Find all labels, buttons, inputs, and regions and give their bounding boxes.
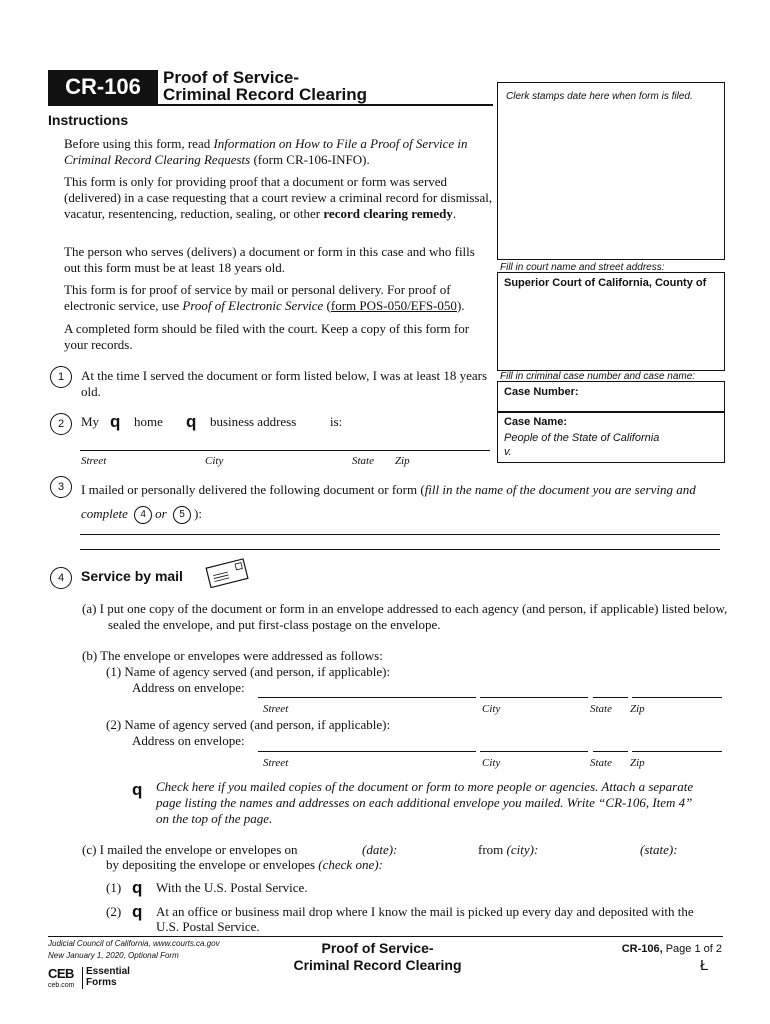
item4c-check-one: (check one):: [318, 857, 383, 872]
b1-state-field[interactable]: [593, 697, 628, 698]
home-checkbox[interactable]: q: [110, 412, 121, 431]
p4-text: This form is for proof of service by mail or personal delivery. For proof of electronic service, use: [64, 282, 451, 313]
item3-text: [81, 478, 721, 526]
p2-bold: record clearing remedy: [323, 206, 453, 221]
envelope-icon: [204, 558, 252, 592]
item4c-from-text: from: [478, 842, 507, 857]
item4b1-text: (1) Name of agency served (and person, if applicable):: [106, 664, 391, 679]
p4-italic: Proof of Electronic Service: [182, 298, 324, 313]
item3-number: 3: [50, 476, 72, 498]
instructions-p4: [64, 282, 494, 314]
p1-italic: Information on How to File a Proof of Service in Criminal Record Clearing Requests: [64, 136, 468, 167]
c2-number: (2): [106, 904, 122, 919]
b1-zip-field[interactable]: [632, 697, 722, 698]
instructions-p2: [64, 174, 494, 222]
more-agencies-text: Check here if you mailed copies of the document or form to more people or agencies. Attach a separate page listing the names and addresses on each additional envelope you mailed. Write “CR-106, Item 4” on the top of the page.: [156, 779, 694, 826]
item4c-deposit: [106, 857, 383, 873]
item3-close: ):: [193, 506, 202, 521]
instructions-p3: The person who serves (delivers) a document or form in this case and who fills out this form must be at least 18 years old.: [64, 244, 475, 275]
b1-state-label: State: [590, 703, 612, 715]
address-field[interactable]: [80, 450, 490, 451]
footer-page-info: [600, 943, 722, 955]
b2-street-field[interactable]: [258, 751, 476, 752]
address-state-label: State: [352, 455, 374, 467]
item4b-intro: (b) The envelope or envelopes were addressed as follows:: [82, 648, 383, 663]
clerk-note: Clerk stamps date here when form is filed.: [506, 91, 693, 102]
item3-lead: I mailed or personally delivered the following document or form (: [81, 482, 425, 497]
ceb-logo-text: CEB: [48, 966, 74, 981]
b2-zip-label: Zip: [630, 757, 645, 769]
logo-divider: [82, 967, 83, 989]
p4-text-end: ).: [456, 298, 465, 313]
mail-drop-label: At an office or business mail drop where I know the mail is picked up every day and deposited with the U.S. Postal Service.: [156, 904, 694, 934]
home-label: home: [134, 414, 163, 429]
item1-number: 1: [50, 366, 72, 388]
b1-street-label: Street: [263, 703, 289, 715]
p2-text: This form is only for providing proof that a document or form was served (delivered) in a case requesting that a court review a criminal record for dismissal, vacatur, resentencing, reduction, sealing, or other: [64, 174, 493, 221]
item3-ref4: 4: [134, 506, 152, 524]
footer-rule: [48, 936, 723, 937]
address-street-label: Street: [81, 455, 107, 467]
court-fill-label: Fill in court name and street address:: [500, 262, 665, 273]
item4-number: 4: [50, 567, 72, 589]
essential-text: Essential: [86, 966, 130, 977]
title-rule: [48, 104, 493, 106]
case-number-label: Case Number:: [504, 386, 579, 398]
item4c-state-label: (state):: [640, 842, 678, 857]
ceb-essential-forms-logo: [48, 966, 138, 992]
form-number-badge: CR-106: [48, 70, 158, 104]
item2-is: is:: [330, 414, 343, 429]
item1-text: At the time I served the document or form listed below, I was at least 18 years old.: [81, 368, 488, 399]
form-title-line1: Proof of Service-: [163, 68, 300, 87]
case-name-box[interactable]: [497, 411, 725, 463]
p2-text-end: .: [452, 206, 457, 221]
ceb-url: ceb.com: [48, 982, 75, 989]
document-name-line1[interactable]: [80, 534, 720, 535]
item4c-city-label: (city):: [506, 842, 539, 857]
item4c-deposit-text: by depositing the envelope or envelopes: [106, 857, 319, 872]
item4c-text: (c) I mailed the envelope or envelopes on: [82, 842, 298, 857]
item4a-text: (a) I put one copy of the document or form in an envelope addressed to each agency (and person, if applicable) listed below, sealed the envelope, and put first-class postage on the envelope.: [82, 601, 728, 632]
usps-label: With the U.S. Postal Service.: [156, 880, 308, 895]
b1-zip-label: Zip: [630, 703, 645, 715]
item3-ref5: 5: [173, 506, 191, 524]
footer-form-number: CR-106,: [621, 943, 663, 955]
case-number-box[interactable]: [497, 381, 725, 413]
item3-italic: fill in the name of the document you are serving and complete: [81, 482, 696, 521]
b2-state-label: State: [590, 757, 612, 769]
footer-title-line1: Proof of Service-: [321, 940, 434, 956]
item4b2-text: (2) Name of agency served (and person, if applicable):: [106, 717, 391, 732]
court-name-box[interactable]: [497, 272, 725, 371]
case-name-line2: v.: [504, 446, 512, 458]
b1-city-field[interactable]: [480, 697, 588, 698]
b1-city-label: City: [482, 703, 501, 715]
case-name-label: Case Name:: [504, 416, 567, 428]
forms-text: Forms: [86, 977, 117, 988]
item2-my: My: [81, 414, 100, 429]
item4c-date-label: (date):: [362, 842, 398, 857]
b2-city-field[interactable]: [480, 751, 588, 752]
usps-checkbox[interactable]: q: [132, 878, 143, 897]
case-name-line1: People of the State of California: [504, 432, 660, 444]
business-label: business address: [210, 414, 297, 429]
b2-city-label: City: [482, 757, 501, 769]
b2-state-field[interactable]: [593, 751, 628, 752]
instructions-p1: [64, 136, 494, 168]
footer-mark: Ł: [700, 957, 709, 974]
address-city-label: City: [205, 455, 224, 467]
form-title-line2: Criminal Record Clearing: [163, 85, 368, 104]
item4c-from: [478, 842, 538, 858]
instructions-p5: A completed form should be filed with the court. Keep a copy of this form for your records.: [64, 321, 470, 352]
instructions-heading: Instructions: [48, 112, 129, 128]
p1-text: Before using this form, read: [64, 136, 214, 151]
item2-number: 2: [50, 413, 72, 435]
service-by-mail-heading: Service by mail: [81, 568, 183, 584]
more-agencies-checkbox[interactable]: q: [132, 780, 143, 799]
case-fill-label: Fill in criminal case number and case name:: [500, 371, 696, 382]
c1-number: (1): [106, 880, 122, 895]
footer-title-line2: Criminal Record Clearing: [293, 957, 462, 973]
b2-street-label: Street: [263, 757, 289, 769]
p4-paren: (: [323, 298, 331, 313]
footer-revised: New January 1, 2020, Optional Form: [48, 951, 179, 960]
business-checkbox[interactable]: q: [186, 412, 197, 431]
clerk-stamp-box[interactable]: [497, 82, 725, 260]
court-name: Superior Court of California, County of: [504, 277, 707, 289]
footer-council: Judicial Council of California, www.courts.ca.gov: [48, 939, 220, 948]
item3-or: or: [155, 506, 167, 521]
document-name-line2[interactable]: [80, 549, 720, 550]
footer-title: [270, 940, 485, 974]
b1-street-field[interactable]: [258, 697, 476, 698]
pos-050-link[interactable]: form POS-050/EFS-050: [330, 298, 457, 313]
footer-page-number: Page 1 of 2: [665, 943, 722, 955]
mail-drop-checkbox[interactable]: q: [132, 902, 143, 921]
item4b1-address-label: Address on envelope:: [132, 680, 245, 695]
p1-text-end: (form CR-106-INFO).: [250, 152, 370, 167]
address-zip-label: Zip: [395, 455, 410, 467]
form-title: [163, 69, 367, 103]
b2-zip-field[interactable]: [632, 751, 722, 752]
item4b2-address-label: Address on envelope:: [132, 733, 245, 748]
